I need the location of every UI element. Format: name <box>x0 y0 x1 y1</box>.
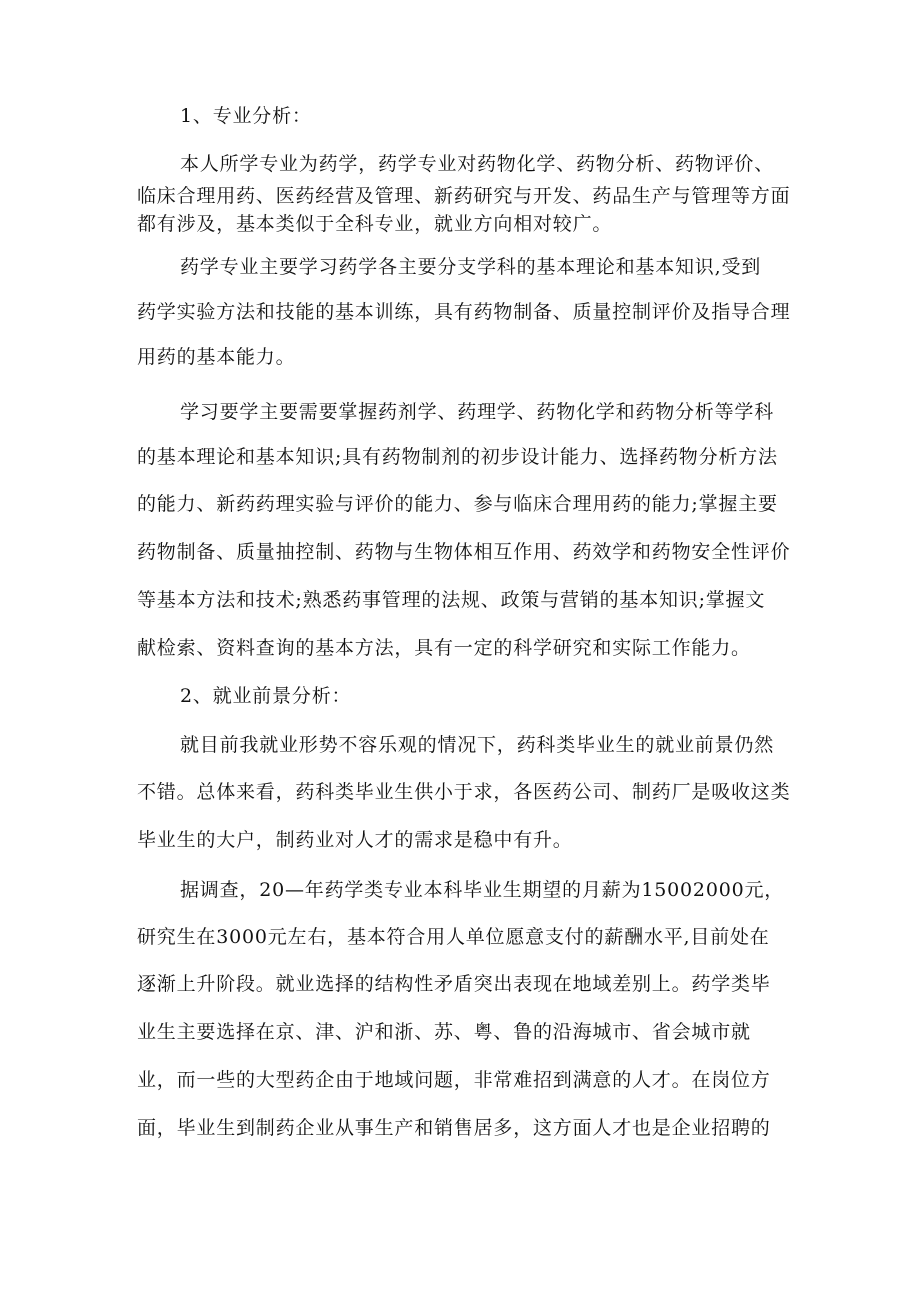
paragraph-line: 都有涉及，基本类似于全科专业，就业方向相对较广。 <box>137 213 613 235</box>
paragraph-line: 药学实验方法和技能的基本训练，具有药物制备、质量控制评价及指导合理 <box>137 301 791 323</box>
paragraph-line: 逐渐上升阶段。就业选择的结构性矛盾突出表现在地域差别上。药学类毕 <box>137 973 771 995</box>
paragraph-line: 面，毕业生到制药企业从事生产和销售居多，这方面人才也是企业招聘的 <box>137 1117 771 1139</box>
paragraph-line: 业生主要选择在京、津、沪和浙、苏、粤、鲁的沿海城市、省会城市就 <box>137 1021 751 1043</box>
paragraph-line: 等基本方法和技术;熟悉药事管理的法规、政策与营销的基本知识;掌握文 <box>137 589 766 611</box>
paragraph-line: 的能力、新药药理实验与评价的能力、参与临床合理用药的能力;掌握主要 <box>137 493 778 515</box>
paragraph-line: 据调查，20—年药学类专业本科毕业生期望的月薪为15002000元， <box>180 879 785 901</box>
paragraph-line: 研究生在3000元左右，基本符合用人单位愿意支付的薪酬水平,目前处在 <box>137 926 770 948</box>
paragraph-line: 献检索、资料查询的基本方法，具有一定的科学研究和实际工作能力。 <box>137 637 751 659</box>
section-2-heading: 2、就业前景分析： <box>180 685 352 707</box>
paragraph-line: 业，而一些的大型药企由于地域问题，非常难招到满意的人才。在岗位方 <box>137 1069 771 1091</box>
paragraph-line: 用药的基本能力。 <box>137 346 296 368</box>
paragraph-line: 药学专业主要学习药学各主要分支学科的基本理论和基本知识,受到 <box>180 256 762 278</box>
paragraph-line: 本人所学专业为药学，药学专业对药物化学、药物分析、药物评价、 <box>180 153 775 175</box>
paragraph-line: 就目前我就业形势不容乐观的情况下，药科类毕业生的就业前景仍然 <box>180 734 775 756</box>
paragraph-line: 不错。总体来看，药科类毕业生供小于求，各医药公司、制药厂是吸收这类 <box>137 781 791 803</box>
paragraph-line: 毕业生的大户，制药业对人才的需求是稳中有升。 <box>137 829 573 851</box>
paragraph-line: 的基本理论和基本知识;具有药物制剂的初步设计能力、选择药物分析方法 <box>137 446 778 468</box>
paragraph-line: 临床合理用药、医药经营及管理、新药研究与开发、药品生产与管理等方面 <box>137 185 791 207</box>
paragraph-line: 药物制备、质量抽控制、药物与生物体相互作用、药效学和药物安全性评价 <box>137 541 791 563</box>
section-1-heading: 1、专业分析： <box>180 105 312 127</box>
paragraph-line: 学习要学主要需要掌握药剂学、药理学、药物化学和药物分析等学科 <box>180 401 775 423</box>
